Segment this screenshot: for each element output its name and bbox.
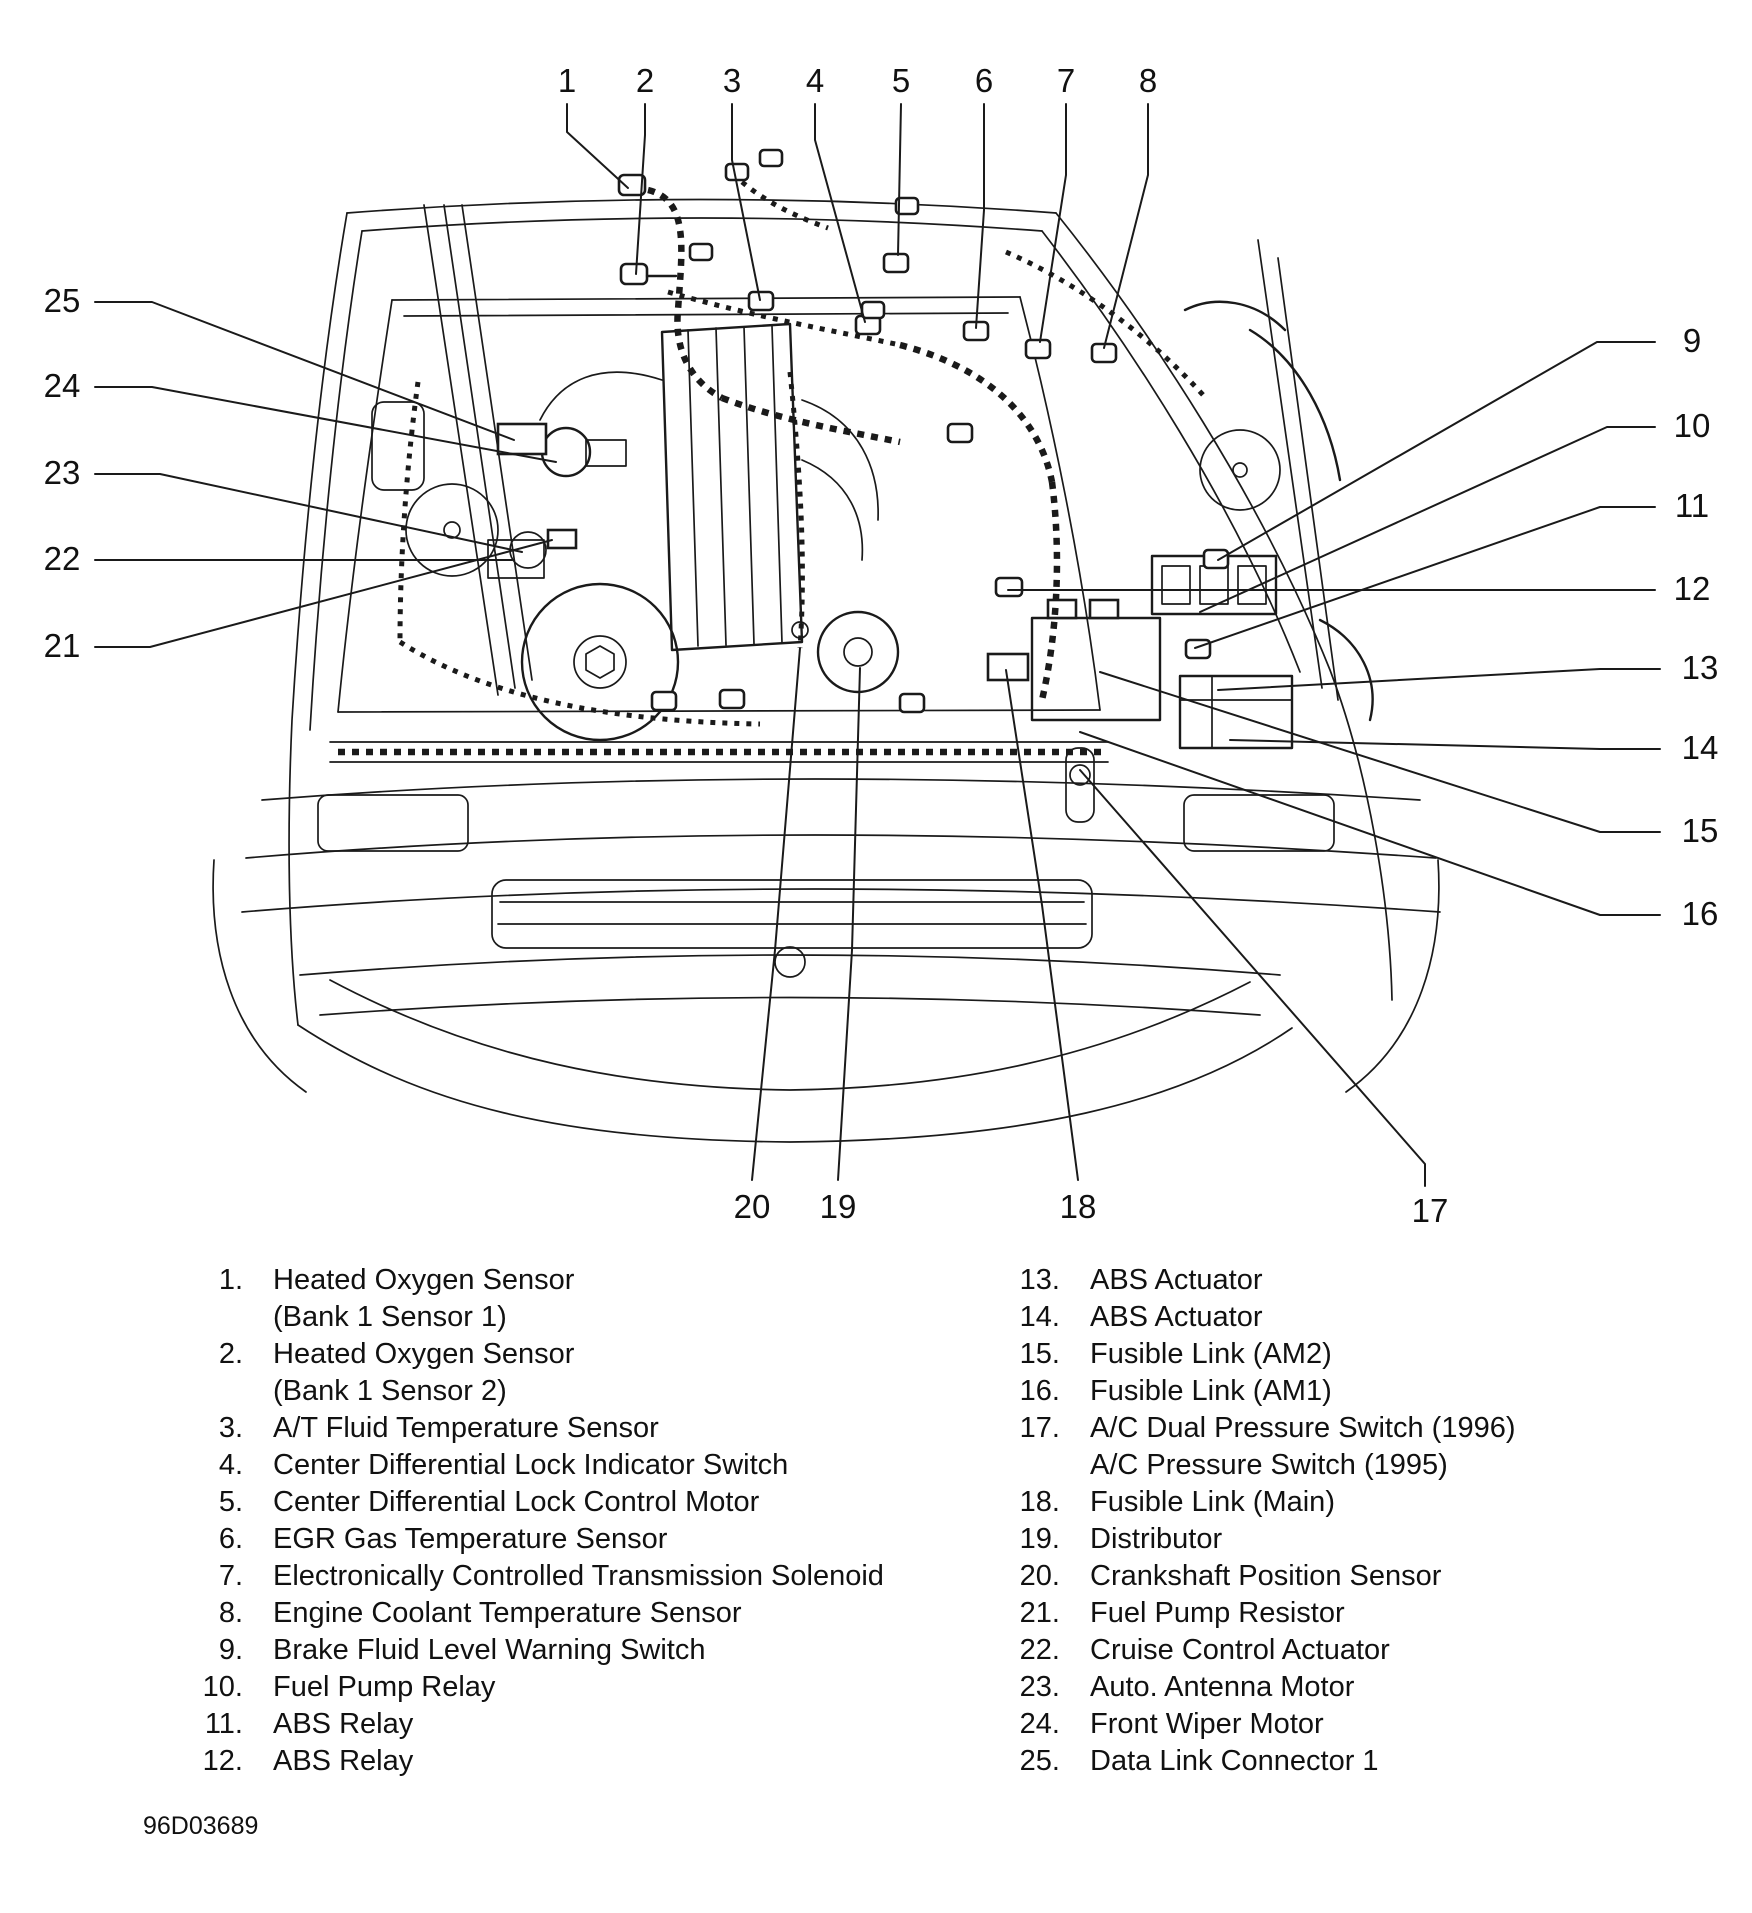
legend-item-label: Heated Oxygen Sensor (Bank 1 Sensor 1) bbox=[273, 1264, 575, 1333]
callout-leader-line-4 bbox=[815, 104, 865, 322]
right-headlight bbox=[1184, 795, 1334, 851]
legend-item-number: 14. bbox=[1019, 1301, 1060, 1333]
legend-item bbox=[148, 1595, 884, 1632]
callout-leader-line-7 bbox=[1040, 104, 1066, 342]
callout-layer bbox=[44, 62, 1719, 1229]
front-fascia bbox=[242, 779, 1440, 1015]
legend-item-label: Electronically Controlled Transmission Solenoid bbox=[273, 1560, 884, 1592]
legend-item-number: 16. bbox=[1019, 1375, 1060, 1407]
legend-item bbox=[148, 1558, 884, 1595]
callout-number-1: 1 bbox=[557, 62, 577, 99]
callout-leader-line-1 bbox=[567, 104, 628, 188]
legend-item-label: Data Link Connector 1 bbox=[1090, 1745, 1379, 1777]
legend-item-number: 1. bbox=[218, 1264, 243, 1296]
callout-leader-line-14 bbox=[1230, 740, 1660, 749]
legend-item bbox=[148, 1743, 884, 1780]
legend-item-number: 19. bbox=[1019, 1523, 1060, 1555]
legend-item-number: 21. bbox=[1019, 1597, 1060, 1629]
callout-number-24: 24 bbox=[43, 367, 81, 404]
legend-item-number: 7. bbox=[218, 1560, 243, 1592]
legend-item-label: Heated Oxygen Sensor (Bank 1 Sensor 2) bbox=[273, 1338, 575, 1407]
right-strut-tower bbox=[1200, 430, 1280, 510]
legend-item bbox=[965, 1336, 1516, 1373]
legend-item bbox=[965, 1262, 1516, 1299]
callout-leader-line-24 bbox=[95, 387, 556, 462]
callout-leader-line-5 bbox=[898, 104, 901, 255]
legend-item-number: 9. bbox=[218, 1634, 243, 1666]
callout-number-19: 19 bbox=[819, 1188, 857, 1225]
legend-item bbox=[148, 1632, 884, 1669]
callout-number-17: 17 bbox=[1411, 1192, 1449, 1229]
wiring-harness bbox=[338, 182, 1204, 752]
legend-column-left bbox=[148, 1262, 884, 1780]
legend-item-label: Fuel Pump Resistor bbox=[1090, 1597, 1345, 1629]
legend-item-number: 24. bbox=[1019, 1708, 1060, 1740]
left-headlight bbox=[318, 795, 468, 851]
legend-item bbox=[965, 1558, 1516, 1595]
legend-item-number: 15. bbox=[1019, 1338, 1060, 1370]
callout-leader-line-25 bbox=[95, 302, 514, 440]
legend-item-label: ABS Relay bbox=[273, 1745, 414, 1777]
legend-item-label: Engine Coolant Temperature Sensor bbox=[273, 1597, 742, 1629]
legend-item-label: Fusible Link (Main) bbox=[1090, 1486, 1335, 1518]
figure-code: 96D03689 bbox=[143, 1812, 259, 1840]
legend-item bbox=[965, 1299, 1516, 1336]
callout-number-25: 25 bbox=[43, 282, 81, 319]
legend-item bbox=[965, 1521, 1516, 1558]
callout-number-9: 9 bbox=[1682, 322, 1702, 359]
legend-item-label: ABS Relay bbox=[273, 1708, 414, 1740]
fusible-link-am1 bbox=[1090, 600, 1118, 618]
legend-item-number: 18. bbox=[1019, 1486, 1060, 1518]
legend-item bbox=[965, 1669, 1516, 1706]
callout-number-23: 23 bbox=[43, 454, 81, 491]
callout-number-16: 16 bbox=[1681, 895, 1719, 932]
legend-item bbox=[148, 1521, 884, 1558]
legend-item-label: A/T Fluid Temperature Sensor bbox=[273, 1412, 659, 1444]
legend-item bbox=[148, 1410, 884, 1447]
legend-item bbox=[965, 1743, 1516, 1780]
callout-number-14: 14 bbox=[1681, 729, 1719, 766]
fuel-pump-resistor bbox=[548, 530, 576, 548]
legend-column-right bbox=[965, 1262, 1516, 1780]
legend-item-label: Crankshaft Position Sensor bbox=[1090, 1560, 1442, 1592]
legend-item-label: Center Differential Lock Indicator Switch bbox=[273, 1449, 789, 1481]
callout-number-10: 10 bbox=[1673, 407, 1711, 444]
callout-number-20: 20 bbox=[733, 1188, 771, 1225]
callout-number-21: 21 bbox=[43, 627, 81, 664]
callout-leader-line-13 bbox=[1218, 669, 1660, 690]
callout-number-11: 11 bbox=[1674, 487, 1710, 524]
callout-leader-line-3 bbox=[732, 104, 760, 300]
legend-item-label: Center Differential Lock Control Motor bbox=[273, 1486, 760, 1518]
legend-item-number: 20. bbox=[1019, 1560, 1060, 1592]
legend-item bbox=[965, 1706, 1516, 1743]
connectors bbox=[619, 150, 1228, 712]
legend-item-label: ABS Actuator bbox=[1090, 1301, 1263, 1333]
callout-number-2: 2 bbox=[635, 62, 655, 99]
legend-item-number: 6. bbox=[218, 1523, 243, 1555]
ac-pressure-switch bbox=[1070, 765, 1090, 785]
legend-item bbox=[148, 1669, 884, 1706]
callout-number-18: 18 bbox=[1059, 1188, 1097, 1225]
emblem bbox=[775, 947, 805, 977]
grille bbox=[492, 880, 1092, 948]
legend-item-label: Cruise Control Actuator bbox=[1090, 1634, 1390, 1666]
legend-item bbox=[965, 1410, 1516, 1484]
legend-item-number: 8. bbox=[218, 1597, 243, 1629]
legend-item-label: A/C Dual Pressure Switch (1996) A/C Pressure Switch (1995) bbox=[1090, 1412, 1516, 1481]
legend-item-label: Fusible Link (AM2) bbox=[1090, 1338, 1332, 1370]
legend-item-label: Auto. Antenna Motor bbox=[1090, 1671, 1355, 1703]
callout-number-5: 5 bbox=[891, 62, 911, 99]
callout-number-15: 15 bbox=[1681, 812, 1719, 849]
legend-item-number: 11. bbox=[204, 1708, 243, 1740]
fusible-link-main bbox=[988, 654, 1028, 680]
legend-item bbox=[148, 1262, 884, 1336]
washer-bottle bbox=[372, 402, 424, 490]
callout-number-13: 13 bbox=[1681, 649, 1719, 686]
legend-item-number: 3. bbox=[218, 1412, 243, 1444]
callout-leader-line-10 bbox=[1200, 427, 1655, 612]
callout-number-7: 7 bbox=[1056, 62, 1076, 99]
legend-item bbox=[965, 1595, 1516, 1632]
legend-item-label: Fuel Pump Relay bbox=[273, 1671, 496, 1703]
legend-item-label: Distributor bbox=[1090, 1523, 1223, 1555]
legend-item-number: 5. bbox=[218, 1486, 243, 1518]
legend-item bbox=[148, 1706, 884, 1743]
distributor bbox=[818, 612, 898, 692]
legend-item bbox=[148, 1336, 884, 1410]
car-body-outline bbox=[213, 200, 1439, 1143]
callout-number-6: 6 bbox=[974, 62, 994, 99]
legend-item-number: 4. bbox=[218, 1449, 243, 1481]
legend-item-number: 17. bbox=[1019, 1412, 1060, 1444]
legend-item-number: 10. bbox=[202, 1671, 243, 1703]
legend-item-label: Brake Fluid Level Warning Switch bbox=[273, 1634, 706, 1666]
legend-item-label: Front Wiper Motor bbox=[1090, 1708, 1324, 1740]
legend-item-number: 22. bbox=[1019, 1634, 1060, 1666]
callout-number-22: 22 bbox=[43, 540, 81, 577]
callout-number-4: 4 bbox=[805, 62, 825, 99]
callout-leader-line-6 bbox=[976, 104, 984, 328]
callout-number-3: 3 bbox=[722, 62, 742, 99]
legend-item-number: 13. bbox=[1019, 1264, 1060, 1296]
legend-item-number: 12. bbox=[202, 1745, 243, 1777]
legend-item-number: 25. bbox=[1019, 1745, 1060, 1777]
engine-components bbox=[372, 150, 1373, 822]
front-wiper-motor bbox=[542, 428, 590, 476]
legend-item bbox=[965, 1632, 1516, 1669]
legend-item-label: Fusible Link (AM1) bbox=[1090, 1375, 1332, 1407]
callout-leader-line-9 bbox=[1218, 342, 1655, 560]
legend-item bbox=[148, 1484, 884, 1521]
callout-leader-line-18 bbox=[1006, 670, 1078, 1180]
data-link-connector-1 bbox=[498, 424, 546, 454]
legend-item bbox=[965, 1484, 1516, 1521]
legend-item bbox=[148, 1447, 884, 1484]
legend-item-label: EGR Gas Temperature Sensor bbox=[273, 1523, 668, 1555]
legend-item bbox=[965, 1373, 1516, 1410]
legend-item-label: ABS Actuator bbox=[1090, 1264, 1263, 1296]
callout-number-12: 12 bbox=[1673, 570, 1711, 607]
callout-number-8: 8 bbox=[1138, 62, 1158, 99]
legend-item-number: 23. bbox=[1019, 1671, 1060, 1703]
legend-item-number: 2. bbox=[218, 1338, 243, 1370]
callout-leader-line-20 bbox=[752, 648, 800, 1180]
